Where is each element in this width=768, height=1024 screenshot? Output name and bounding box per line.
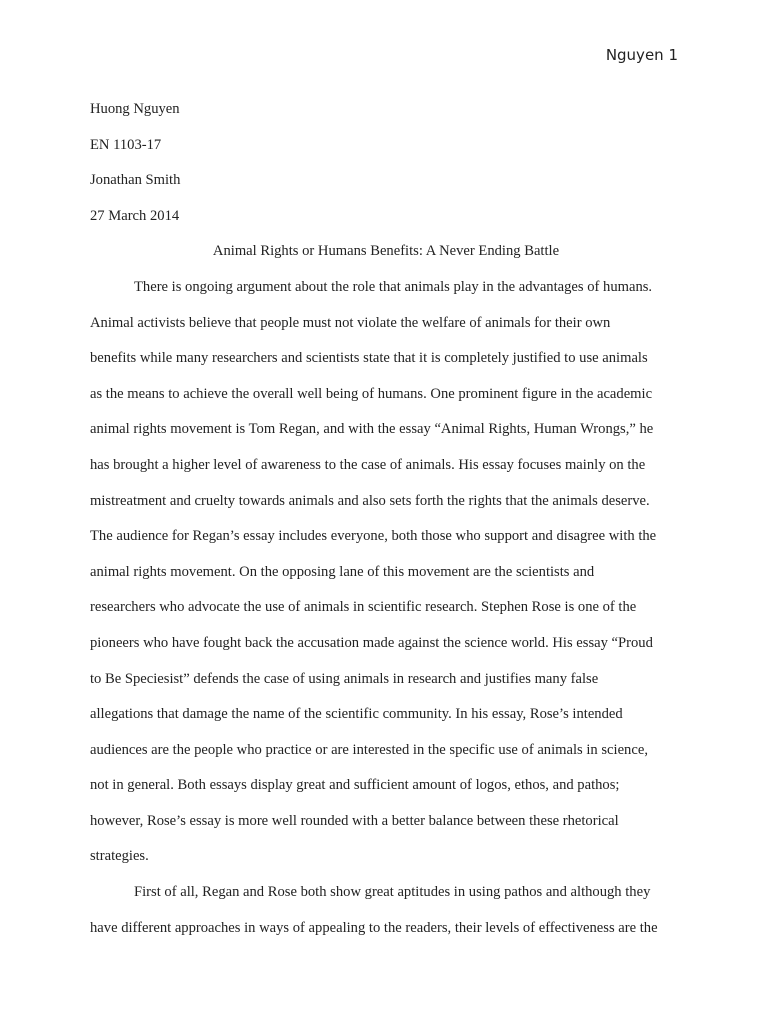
- course-code: EN 1103-17: [90, 136, 162, 153]
- running-header-page-number: Nguyen 1: [605, 46, 678, 64]
- essay-date: 27 March 2014: [90, 207, 180, 224]
- paragraph-line: allegations that damage the name of the scientific community. In his essay, Rose’s intended: [90, 706, 623, 723]
- paragraph-line: benefits while many researchers and scientists state that it is completely justified to use animals: [90, 350, 648, 367]
- author-name: Huong Nguyen: [90, 101, 180, 117]
- instructor-name: Jonathan Smith: [90, 172, 181, 189]
- paragraph-line: Animal activists believe that people must not violate the welfare of animals for their own: [90, 314, 611, 331]
- paragraph-line: pioneers who have fought back the accusation made against the science world. His essay “Proud: [90, 634, 653, 651]
- paragraph-line: however, Rose’s essay is more well rounded with a better balance between these rhetorical: [90, 812, 619, 829]
- paragraph-line: to Be Speciesist” defends the case of using animals in research and justifies many false: [90, 670, 599, 687]
- paragraph-2: [90, 875, 682, 946]
- paragraph-line: mistreatment and cruelty towards animals and also sets forth the rights that the animals deserve.: [90, 492, 650, 509]
- paragraph-line: There is ongoing argument about the role that animals play in the advantages of humans.: [134, 278, 653, 295]
- paragraph-line: The audience for Regan’s essay includes everyone, both those who support and disagree with the: [90, 528, 657, 545]
- paragraph-line: animal rights movement. On the opposing lane of this movement are the scientists and: [90, 563, 595, 580]
- paragraph-line: as the means to achieve the overall well being of humans. One prominent figure in the academic: [90, 385, 653, 402]
- paragraph-line: have different approaches in ways of appealing to the readers, their levels of effectiveness are the: [90, 919, 658, 936]
- paragraph-1: [90, 270, 682, 875]
- paragraph-line: researchers who advocate the use of animals in scientific research. Stephen Rose is one of the: [90, 599, 637, 616]
- paragraph-line: First of all, Regan and Rose both show great aptitudes in using pathos and although they: [134, 884, 651, 901]
- paragraph-line: animal rights movement is Tom Regan, and with the essay “Animal Rights, Human Wrongs,” he: [90, 421, 654, 438]
- essay-title: Animal Rights or Humans Benefits: A Never Ending Battle: [212, 243, 560, 260]
- paragraph-line: audiences are the people who practice or are interested in the specific use of animals in science,: [90, 741, 648, 758]
- paragraph-line: strategies.: [90, 848, 149, 865]
- paragraph-line: not in general. Both essays display great and sufficient amount of logos, ethos, and pathos;: [90, 777, 620, 794]
- document-body: [90, 92, 682, 946]
- paragraph-line: has brought a higher level of awareness to the case of animals. His essay focuses mainly on the: [90, 456, 646, 473]
